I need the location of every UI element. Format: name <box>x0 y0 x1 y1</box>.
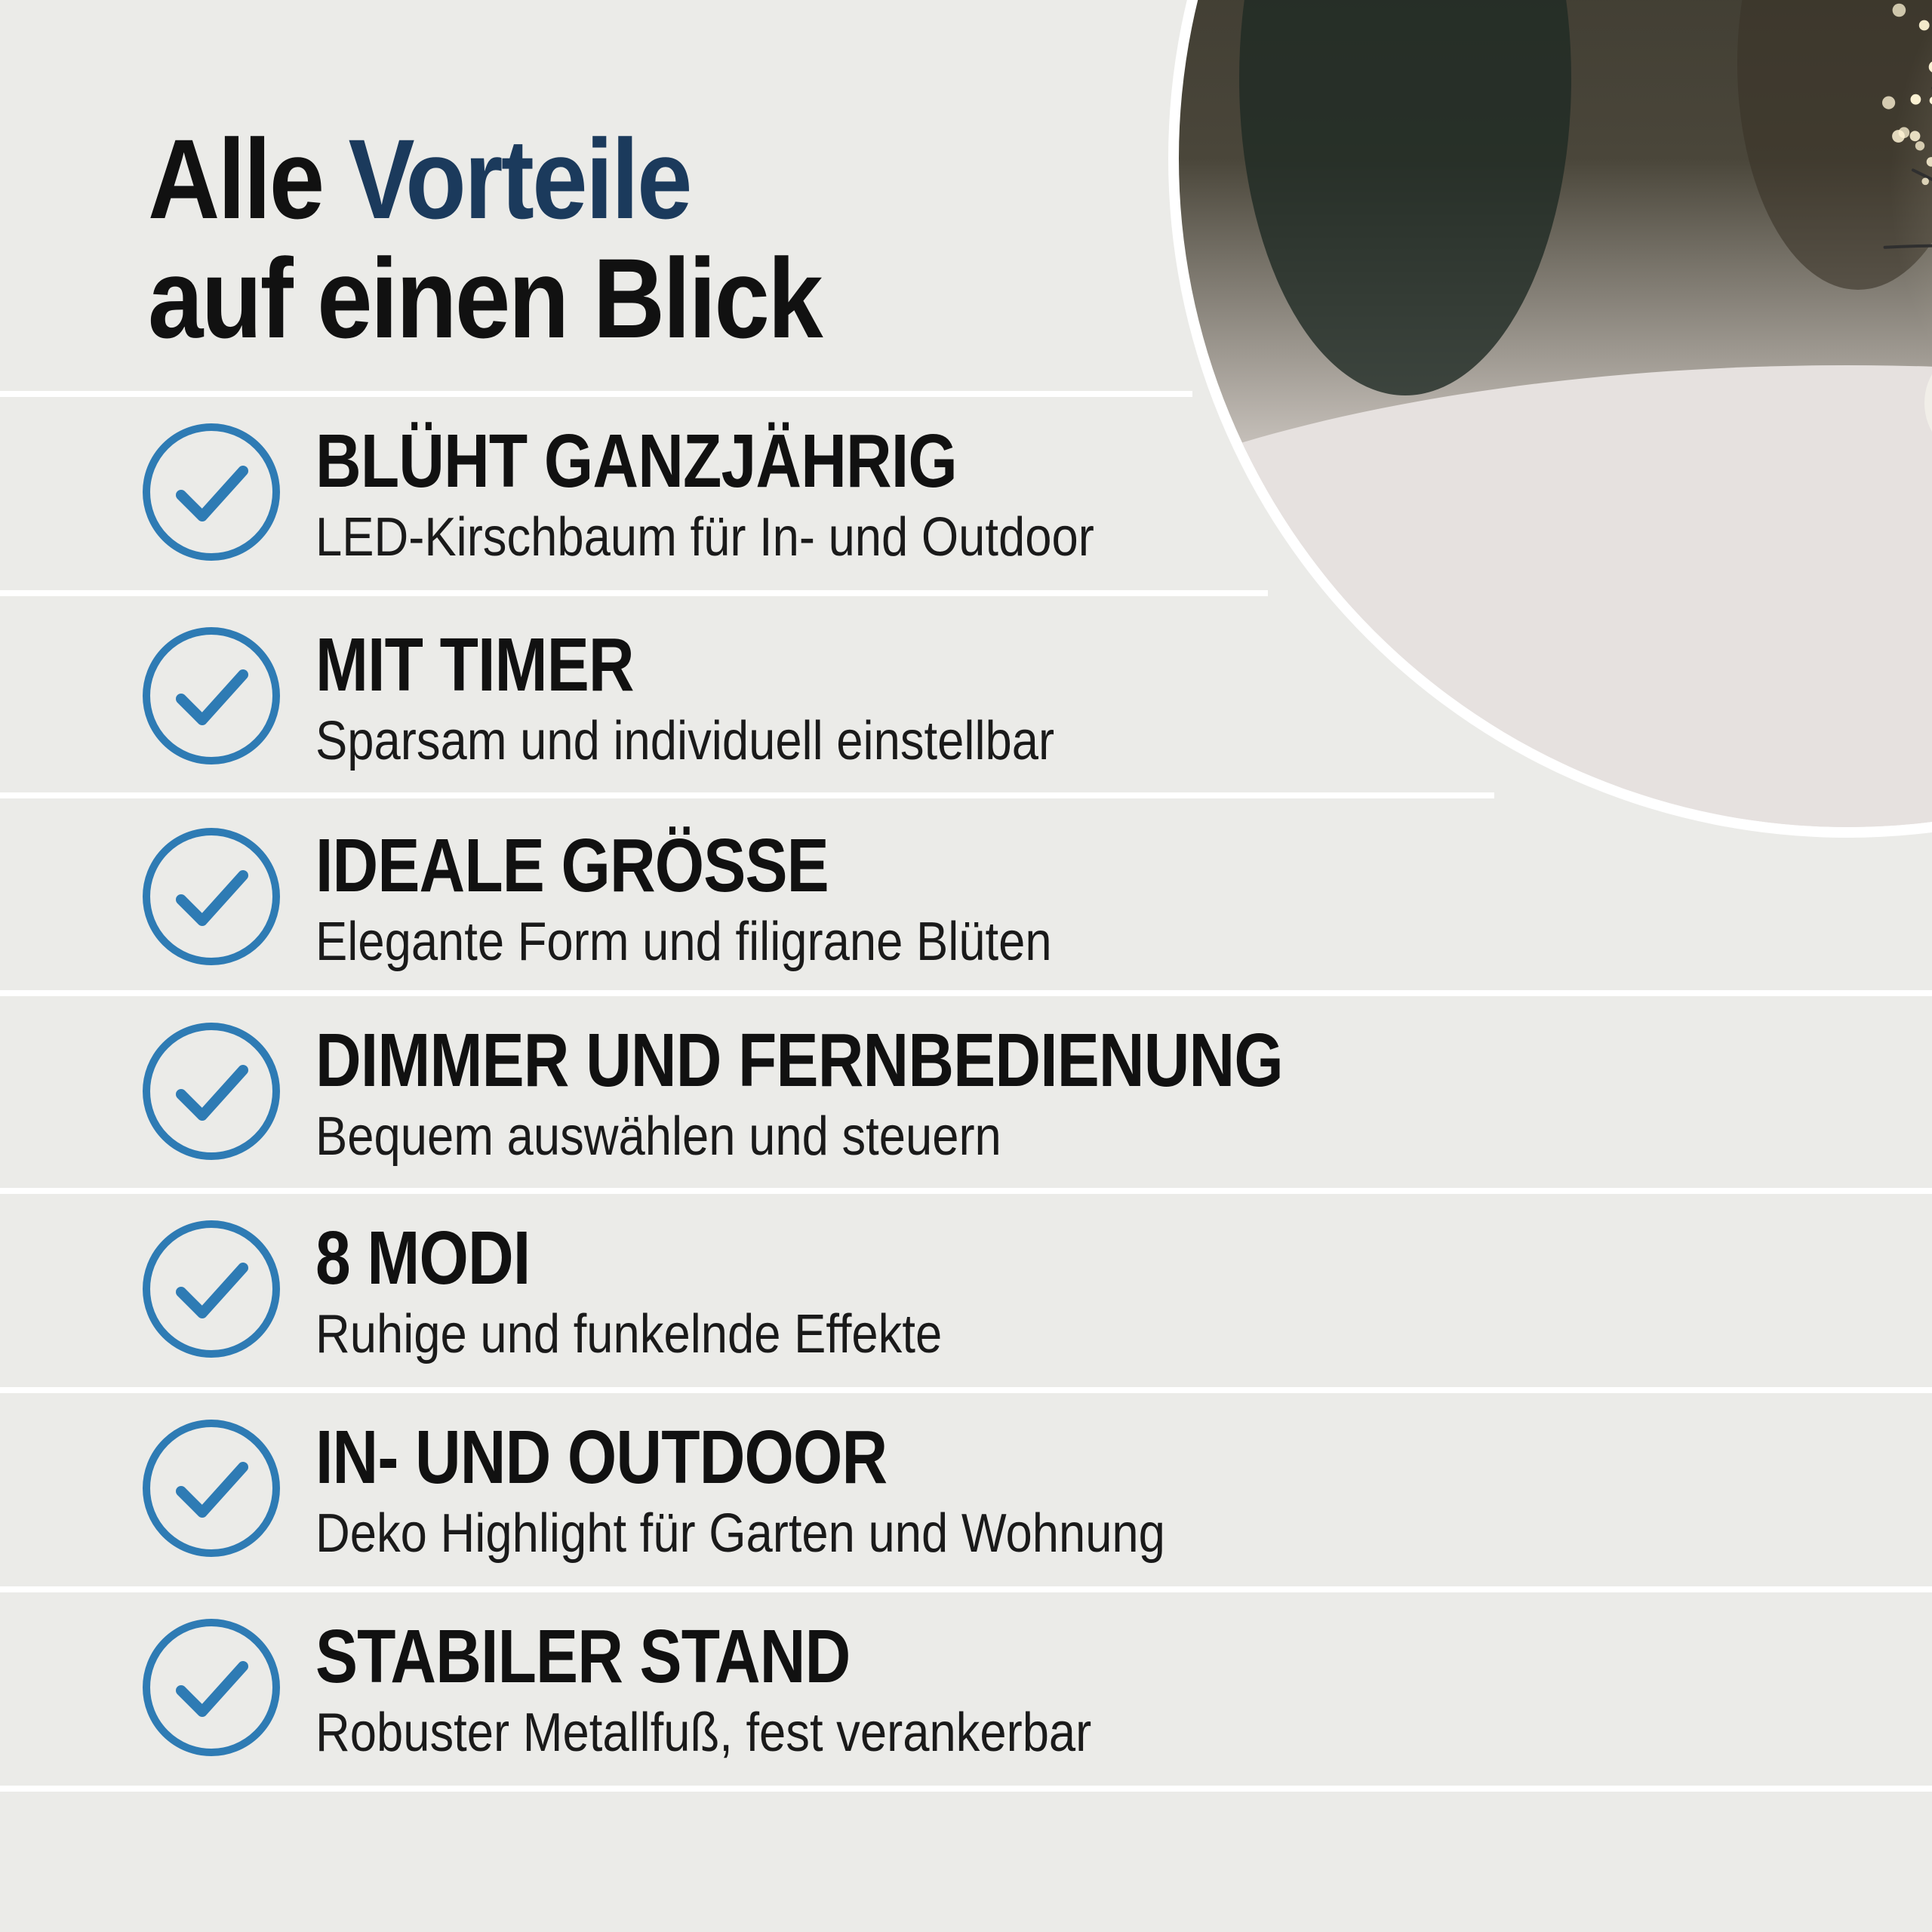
feature-item <box>0 1595 1932 1761</box>
feature-item <box>0 1396 1932 1562</box>
divider <box>0 590 1268 596</box>
check-circle-icon <box>140 1417 282 1559</box>
feature-title: STABILER STAND <box>315 1614 851 1699</box>
feature-subtitle: Sparsam und individuell einstellbar <box>315 711 1055 771</box>
title-part-1: Alle <box>148 115 349 242</box>
feature-title: 8 MODI <box>315 1216 531 1300</box>
divider <box>0 1586 1932 1592</box>
title-line-2: auf einen Blick <box>148 235 822 361</box>
feature-title: IDEALE GRÖSSE <box>315 823 829 908</box>
check-circle-icon <box>140 1020 282 1162</box>
check-circle-icon <box>140 625 282 767</box>
feature-title: MIT TIMER <box>315 623 634 707</box>
divider <box>0 1387 1932 1393</box>
check-circle-icon <box>140 826 282 968</box>
feature-title: DIMMER UND FERNBEDIENUNG <box>315 1018 1283 1103</box>
check-circle-icon <box>140 1617 282 1758</box>
check-circle-icon <box>140 421 282 563</box>
feature-subtitle: Robuster Metallfuß, fest verankerbar <box>315 1703 1092 1763</box>
feature-subtitle: Elegante Form und filigrane Blüten <box>315 912 1052 972</box>
divider <box>0 1188 1932 1194</box>
divider <box>0 1786 1932 1792</box>
feature-subtitle: LED-Kirschbaum für In- und Outdoor <box>315 507 1094 568</box>
divider <box>0 990 1932 996</box>
feature-item <box>0 999 1932 1165</box>
feature-subtitle: Ruhige und funkelnde Effekte <box>315 1304 943 1364</box>
feature-item <box>0 604 1932 770</box>
feature-subtitle: Bequem auswählen und steuern <box>315 1106 1001 1167</box>
feature-subtitle: Deko Highlight für Garten und Wohnung <box>315 1503 1165 1564</box>
feature-title: BLÜHT GANZJÄHRIG <box>315 419 957 503</box>
feature-item <box>0 400 1932 566</box>
divider <box>0 391 1192 397</box>
check-circle-icon <box>140 1218 282 1360</box>
feature-item <box>0 804 1932 971</box>
page-title <box>148 115 822 361</box>
feature-item <box>0 1197 1932 1363</box>
title-line-1 <box>148 115 821 242</box>
title-accent: Vorteile <box>348 115 691 242</box>
divider <box>0 792 1494 798</box>
feature-title: IN- UND OUTDOOR <box>315 1415 888 1500</box>
